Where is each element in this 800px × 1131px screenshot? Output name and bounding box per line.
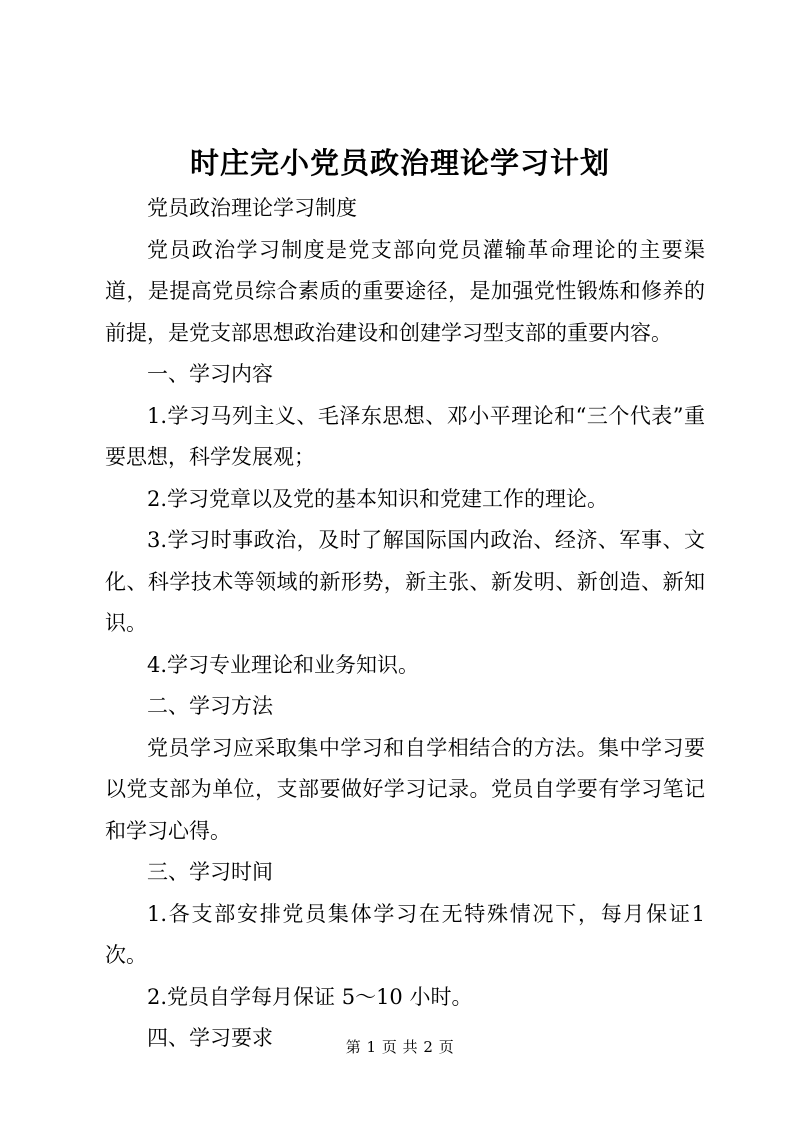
section-heading: 一、学习内容 (147, 362, 273, 386)
list-item: 2.党员自学每月保证 5～10 小时。 (147, 984, 473, 1009)
document-title: 时庄完小党员政治理论学习计划 (189, 146, 610, 180)
list-item: 1.学习马列主义、毛泽东思想、邓小平理论和“三个代表”重要思想，科学发展观； (105, 403, 705, 469)
section-heading: 四、学习要求 (147, 1026, 273, 1050)
section-heading: 党员政治理论学习制度 (147, 196, 357, 220)
list-item: 2.学习党章以及党的基本知识和党建工作的理论。 (147, 486, 609, 511)
page-footer: 第 1 页 共 2 页 (345, 1038, 455, 1056)
section-heading: 二、学习方法 (147, 694, 273, 718)
paragraph: 党员政治学习制度是党支部向党员灌输革命理论的主要渠道，是提高党员综合素质的重要途径，是加强党性锻炼和修养的前提，是党支部思想政治建设和创建学习型支部的重要内容。 (105, 237, 705, 345)
paragraph: 党员学习应采取集中学习和自学相结合的方法。集中学习要以党支部为单位，支部要做好学习记录。党员自学要有学习笔记和学习心得。 (105, 735, 705, 843)
list-item: 1.各支部安排党员集体学习在无特殊情况下，每月保证1次。 (105, 901, 705, 967)
list-item: 4.学习专业理论和业务知识。 (147, 652, 420, 677)
section-heading: 三、学习时间 (147, 860, 273, 884)
list-item: 3.学习时事政治，及时了解国际国内政治、经济、军事、文化、科学技术等领域的新形势，新主张、新发明、新创造、新知识。 (105, 528, 705, 635)
document-body (105, 188, 705, 1060)
